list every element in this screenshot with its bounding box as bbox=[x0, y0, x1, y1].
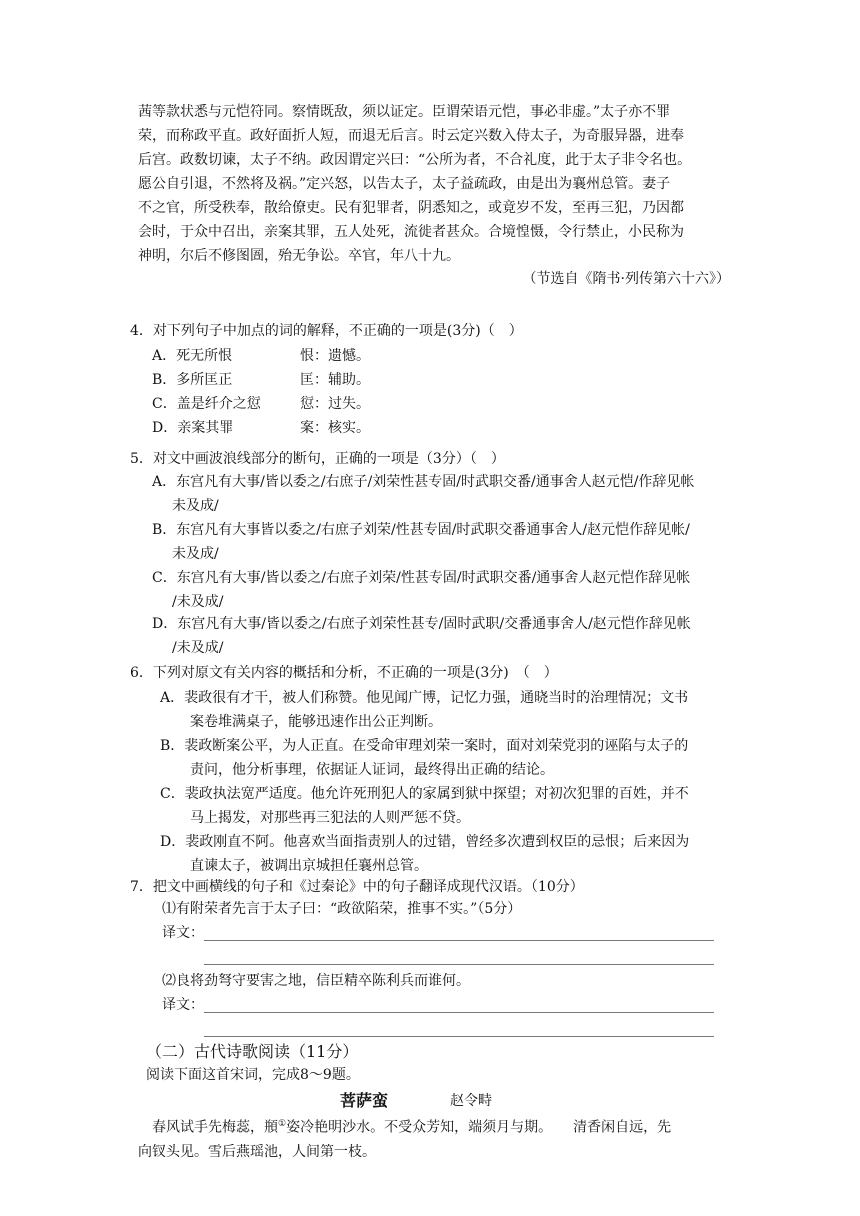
passage-line: 神明，尔后不修图圄，殆无争讼。卒官，年八十九。 bbox=[138, 248, 460, 264]
q5-option-c: C．东宫凡有大事/皆以委之/右庶子刘荣/性甚专固/时武职交番/通事舍人赵元恺作辞见帐 bbox=[152, 570, 691, 586]
poem-line-1b: 姿冷艳明沙水。不受众芳知，端须月与期。 清香闲自远，先 bbox=[286, 1119, 672, 1136]
passage-line: 荣，而称政平直。政好面折人短，而退无后言。时云定兴数入侍太子，为奇服异器，进奉 bbox=[138, 128, 684, 144]
q5-option-a-cont: 未及成/ bbox=[172, 498, 219, 514]
q6-option-c: C．裴政执法宽严适度。他允许死刑犯人的家属到狱中探望；对初次犯罪的百姓，并不 bbox=[160, 786, 689, 802]
q4-option-d: D．亲案其罪 bbox=[152, 420, 234, 436]
q4-option-a: A．死无所恨 bbox=[152, 348, 233, 364]
q6-option-b: B．裴政断案公平，为人正直。在受命审理刘荣一案时，面对刘荣党羽的诬陷与太子的 bbox=[160, 738, 689, 754]
q6-option-d: D．裴政刚直不阿。他喜欢当面指责别人的过错，曾经多次遭到权臣的忌恨；后来因为 bbox=[160, 834, 690, 850]
q6-option-d-cont: 直谏太子，被调出京城担任襄州总管。 bbox=[190, 858, 428, 874]
q6-option-a: A．裴政很有才干，被人们称赞。他见闻广博，记忆力强，通晓当时的治理情况；文书 bbox=[160, 690, 689, 706]
passage-line: 愿公自引退，不然将及祸。”定兴怒，以告太子，太子益疏政，由是出为襄州总管。妻子 bbox=[138, 176, 671, 192]
q6-option-c-cont: 马上揭发，对那些再三犯法的人则严惩不贷。 bbox=[190, 810, 470, 826]
q7-answer-line-1b[interactable] bbox=[204, 964, 714, 965]
q4-option-c: C．盖是纤介之愆 bbox=[152, 396, 261, 412]
poem-line-2: 向钗头见。雪后燕瑶池，人间第一枝。 bbox=[138, 1143, 376, 1160]
q4-option-d-gloss: 案：核实。 bbox=[300, 420, 370, 436]
q7-answer-label-1: 译文： bbox=[162, 925, 204, 941]
passage-line: 茜等款状悉与元恺符同。察情既敌，须以证定。臣谓荣语元恺，事必非虚。”太子亦不罪 bbox=[138, 104, 671, 120]
passage-source: （节选自《隋书·列传第六十六》） bbox=[522, 271, 730, 287]
passage bbox=[138, 100, 736, 268]
q5-option-a: A．东宫凡有大事/皆以委之/右庶子/刘荣性甚专固/时武职交番/通事舍人赵元恺/作辞见帐 bbox=[152, 474, 695, 490]
q4-option-b-gloss: 匡：辅助。 bbox=[300, 372, 370, 388]
q7-answer-label-2: 译文： bbox=[162, 997, 204, 1013]
q5-option-d-cont: /未及成/ bbox=[172, 640, 224, 656]
q4-option-a-gloss: 恨：遗憾。 bbox=[300, 348, 370, 364]
section-heading: （二）古代诗歌阅读（11分） bbox=[146, 1042, 359, 1061]
passage-line: 后宫。政数切谏，太子不纳。政因谓定兴曰：“公所为者，不合礼度，此于太子非令名也。 bbox=[138, 152, 692, 168]
section-instruction: 阅读下面这首宋词，完成8～9题。 bbox=[146, 1067, 360, 1083]
q5-option-c-cont: /未及成/ bbox=[172, 594, 224, 610]
footnote-marker: ① bbox=[278, 1119, 287, 1129]
question-4-stem: 4．对下列句子中加点的词的解释，不正确的一项是(3分)（ ） bbox=[130, 323, 523, 339]
q4-option-c-gloss: 愆：过失。 bbox=[300, 396, 370, 412]
q7-sentence-1: ⑴有附荣者先言于太子曰：“政欲陷荣，推事不实。”（5分） bbox=[162, 901, 522, 917]
poem-line-1a: 春风试手先梅蕊，頩 bbox=[152, 1119, 278, 1136]
passage-line: 不之官，所受秩奉，散给僚吏。民有犯罪者，阴悉知之，或竟岁不发，至再三犯，乃因都 bbox=[138, 200, 684, 216]
question-5-stem: 5．对文中画波浪线部分的断句，正确的一项是（3分）（ ） bbox=[130, 451, 505, 467]
poem-text bbox=[138, 1112, 736, 1164]
q6-option-a-cont: 案卷堆满桌子，能够迅速作出公正判断。 bbox=[190, 714, 442, 730]
question-7-stem: 7．把文中画横线的句子和《过秦论》中的句子翻译成现代汉语。（10分） bbox=[130, 879, 584, 895]
q5-option-b: B．东宫凡有大事皆以委之/右庶子刘荣/性甚专固/时武职交番通事舍人/赵元恺作辞见帐/ bbox=[152, 522, 690, 538]
q7-answer-line-2a[interactable] bbox=[204, 1012, 714, 1013]
q5-option-d: D．东宫凡有大事/皆以委之/右庶子刘荣性甚专/固时武职/交番通事舍人/赵元恺作辞见帐 bbox=[152, 616, 691, 632]
q7-answer-line-1a[interactable] bbox=[204, 940, 714, 941]
q7-answer-line-2b[interactable] bbox=[204, 1036, 714, 1037]
q6-option-b-cont: 责问，他分析事理，依据证人证词，最终得出正确的结论。 bbox=[190, 762, 554, 778]
q5-option-b-cont: 未及成/ bbox=[172, 546, 219, 562]
passage-line: 会时，于众中召出，亲案其罪，五人处死，流徙者甚众。合境惶慑，令行禁止，小民称为 bbox=[138, 224, 684, 240]
poem-author: 赵令畤 bbox=[450, 1093, 492, 1109]
question-6-stem: 6．下列对原文有关内容的概括和分析，不正确的一项是(3分) （ ） bbox=[130, 665, 558, 681]
poem-title: 菩萨蛮 bbox=[340, 1091, 389, 1110]
q7-sentence-2: ⑵良将劲弩守要害之地，信臣精卒陈利兵而谁何。 bbox=[162, 973, 470, 989]
q4-option-b: B．多所匡正 bbox=[152, 372, 233, 388]
